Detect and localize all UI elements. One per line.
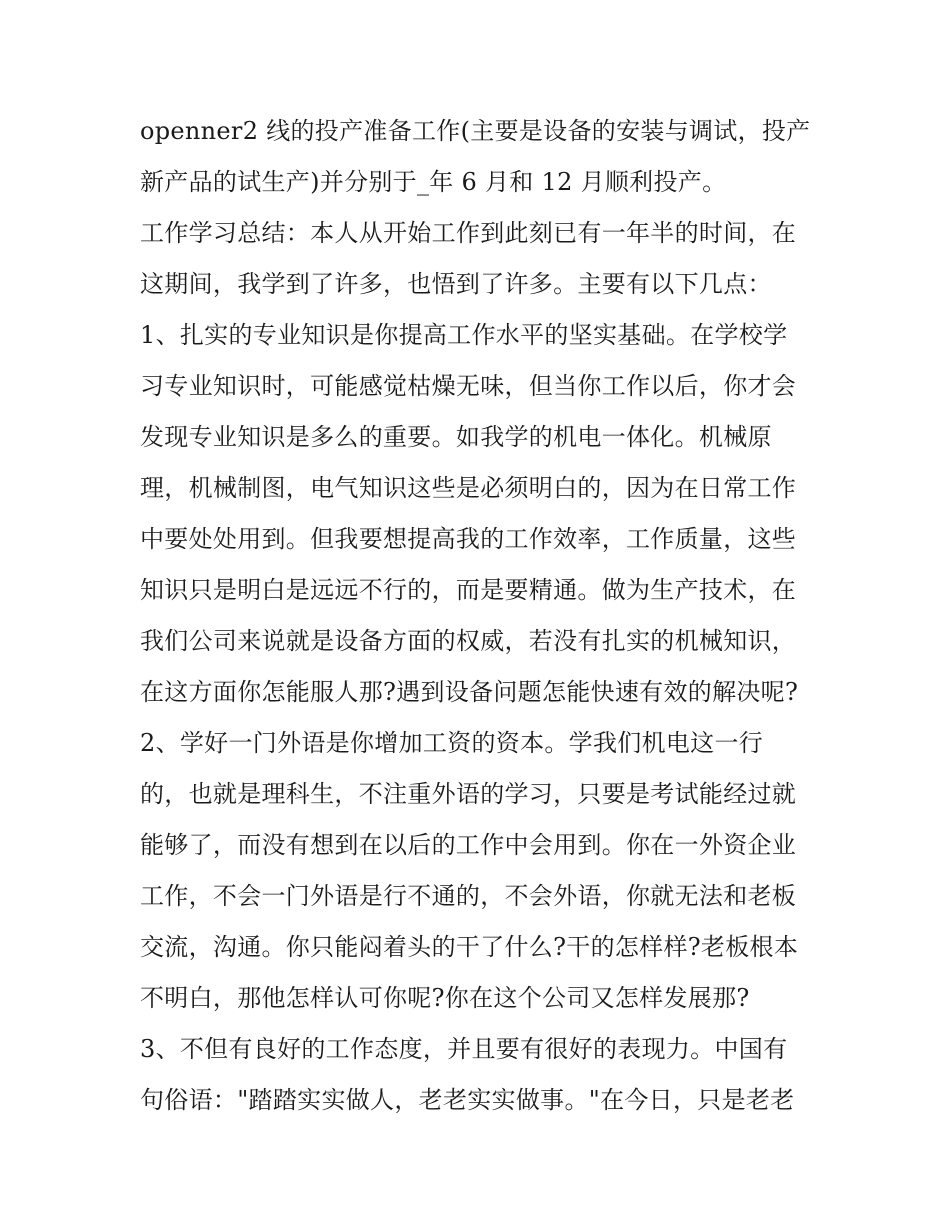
- text-line-20: 句俗语："踏踏实实做人，老老实实做事。"在今日，只是老老: [140, 1086, 795, 1114]
- text-line-4: 这期间，我学到了许多，也悟到了许多。主要有以下几点：: [140, 270, 772, 298]
- text-line-8: 理，机械制图，电气知识这些是必须明白的，因为在日常工作: [140, 474, 797, 502]
- text-line-19: 3、不但有良好的工作态度，并且要有很好的表现力。中国有: [140, 1035, 788, 1063]
- text-line-14: 的，也就是理科生，不注重外语的学习，只要是考试能经过就: [140, 780, 797, 808]
- text-line-1: openner2 线的投产准备工作(主要是设备的安装与调试，投产: [140, 117, 811, 145]
- text-line-15: 能够了，而没有想到在以后的工作中会用到。你在一外资企业: [140, 831, 797, 859]
- text-line-18: 不明白，那他怎样认可你呢?你在这个公司又怎样发展那?: [140, 984, 750, 1012]
- text-line-16: 工作，不会一门外语是行不通的，不会外语，你就无法和老板: [140, 882, 797, 910]
- text-line-13: 2、学好一门外语是你增加工资的资本。学我们机电这一行: [140, 729, 764, 757]
- text-line-6: 习专业知识时，可能感觉枯燥无味，但当你工作以后，你才会: [140, 372, 797, 400]
- body-text: [140, 106, 820, 1126]
- text-line-3: 工作学习总结：本人从开始工作到此刻已有一年半的时间，在: [140, 219, 797, 247]
- text-line-12: 在这方面你怎能服人那?遇到设备问题怎能快速有效的解决呢?: [140, 678, 799, 706]
- text-line-2: 新产品的试生产)并分别于_年 6 月和 12 月顺利投产。: [140, 168, 727, 196]
- text-line-7: 发现专业知识是多么的重要。如我学的机电一体化。机械原: [140, 423, 772, 451]
- text-line-11: 我们公司来说就是设备方面的权威，若没有扎实的机械知识，: [140, 627, 797, 655]
- text-line-5: 1、扎实的专业知识是你提高工作水平的坚实基础。在学校学: [140, 321, 788, 349]
- text-line-17: 交流，沟通。你只能闷着头的干了什么?干的怎样样?老板根本: [140, 933, 799, 961]
- text-line-9: 中要处处用到。但我要想提高我的工作效率，工作质量，这些: [140, 525, 797, 553]
- text-line-10: 知识只是明白是远远不行的，而是要精通。做为生产技术，在: [140, 576, 797, 604]
